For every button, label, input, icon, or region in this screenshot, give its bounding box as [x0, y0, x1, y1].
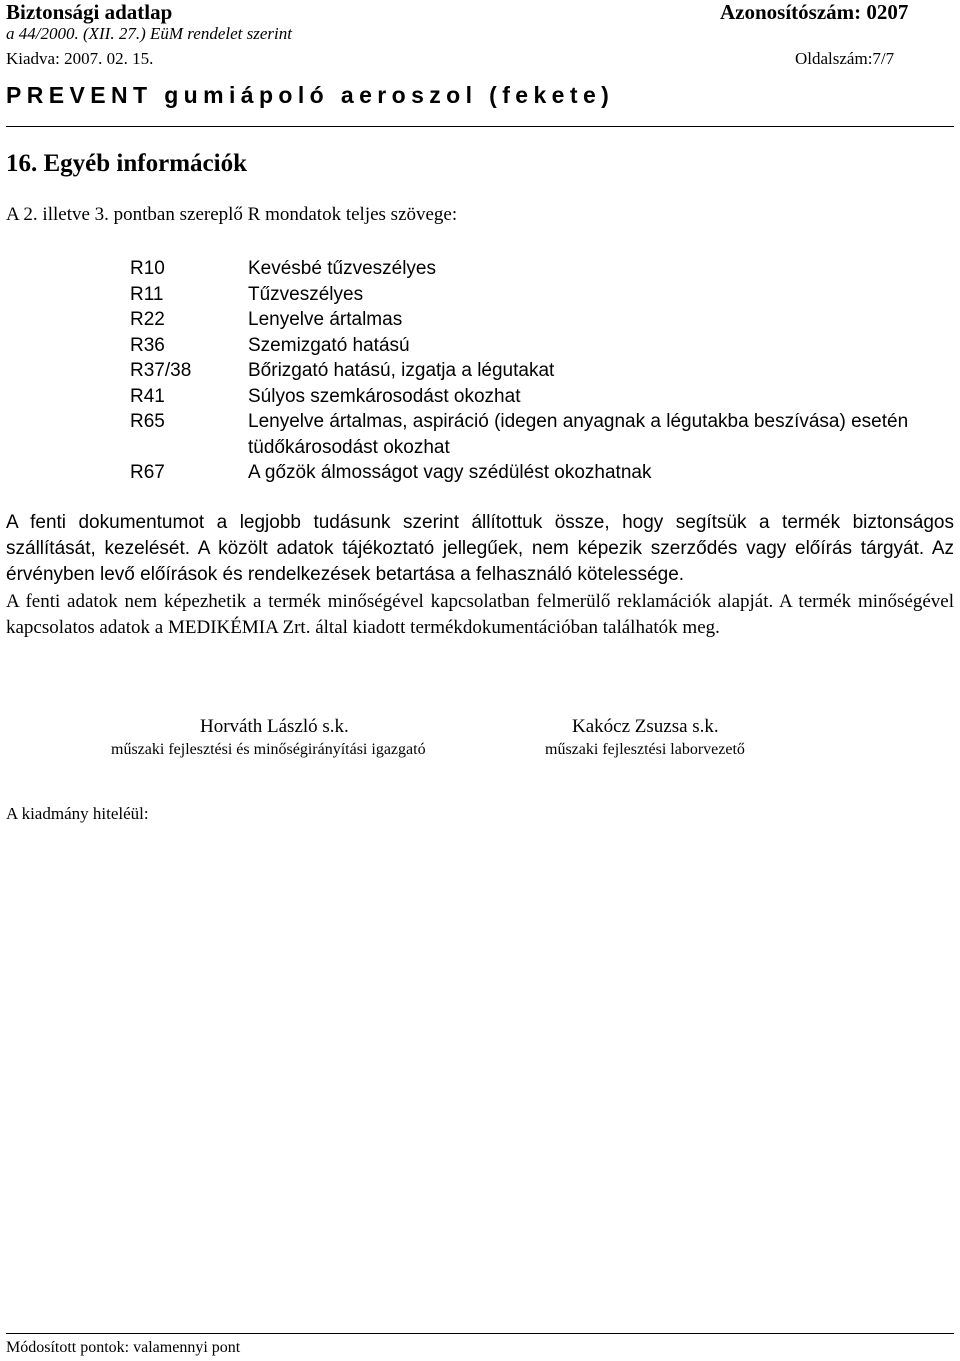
authentic-copy-label: A kiadmány hiteléül: [6, 804, 149, 823]
quality-paragraph [6, 589, 954, 641]
r-phrase-code: R41 [130, 386, 165, 407]
footer-divider [6, 1333, 954, 1334]
signatory-role: műszaki fejlesztési laborvezető [545, 741, 745, 758]
r-phrase-code: R37/38 [130, 360, 192, 381]
quality-text: A fenti adatok nem képezhetik a termék minőségével kapcsolatban felmerülő reklamációk alapját. A termék minőségével kapcsolatos adatok a MEDIKÉMIA Zrt. által kiadott termékdokumentációban találhatók meg. [6, 591, 954, 638]
r-phrase-text: Kevésbé tűzveszélyes [248, 258, 436, 279]
footer-note: Módosított pontok: valamennyi pont [6, 1339, 241, 1356]
r-phrase-code: R22 [130, 309, 165, 330]
r-phrase-code: R11 [130, 284, 164, 305]
id-number: Azonosítószám: 0207 [720, 0, 909, 24]
r-phrase-text: Szemizgató hatású [248, 335, 410, 356]
section-intro: A 2. illetve 3. pontban szereplő R mondatok teljes szövege: [6, 204, 458, 225]
regulation-reference: a 44/2000. (XII. 27.) EüM rendelet szerint [6, 24, 292, 43]
signatory-name: Horváth László s.k. [200, 716, 349, 737]
r-phrase-code: R65 [130, 411, 165, 432]
r-phrase-text: Lenyelve ártalmas, aspiráció (idegen anyagnak a légutakba beszívása) esetén [248, 411, 909, 432]
disclaimer-text: A fenti dokumentumot a legjobb tudásunk szerint állítottuk össze, hogy segítsük a termék biztonságos szállítását, kezelését. A közölt adatok tájékoztató jellegűek, nem képezik szerződés vagy előírás tárgyát. Az érvényben levő előírások és rendelkezések betartása a felhasználó kötelessége. [6, 512, 954, 585]
disclaimer-paragraph [6, 510, 954, 588]
product-name: PREVENT gumiápoló aeroszol (fekete) [6, 82, 615, 108]
r-phrase-code: R36 [130, 335, 165, 356]
r-phrase-code: R10 [130, 258, 165, 279]
r-phrase-code: R67 [130, 462, 165, 483]
r-phrase-text-continuation: tüdőkárosodást okozhat [248, 437, 450, 458]
section-heading: 16. Egyéb információk [6, 150, 247, 177]
header-divider [6, 126, 954, 127]
r-phrase-text: A gőzök álmosságot vagy szédülést okozhatnak [248, 462, 652, 483]
signatory-role: műszaki fejlesztési és minőségirányítási igazgató [111, 741, 426, 758]
page-number: Oldalszám:7/7 [795, 49, 895, 68]
signatory-name: Kakócz Zsuzsa s.k. [572, 716, 719, 737]
document-title: Biztonsági adatlap [6, 0, 173, 24]
r-phrase-text: Bőrizgató hatású, izgatja a légutakat [248, 360, 555, 381]
r-phrase-text: Tűzveszélyes [248, 284, 364, 305]
issue-date: Kiadva: 2007. 02. 15. [6, 49, 154, 68]
r-phrase-text: Lenyelve ártalmas [248, 309, 403, 330]
r-phrase-text: Súlyos szemkárosodást okozhat [248, 386, 521, 407]
